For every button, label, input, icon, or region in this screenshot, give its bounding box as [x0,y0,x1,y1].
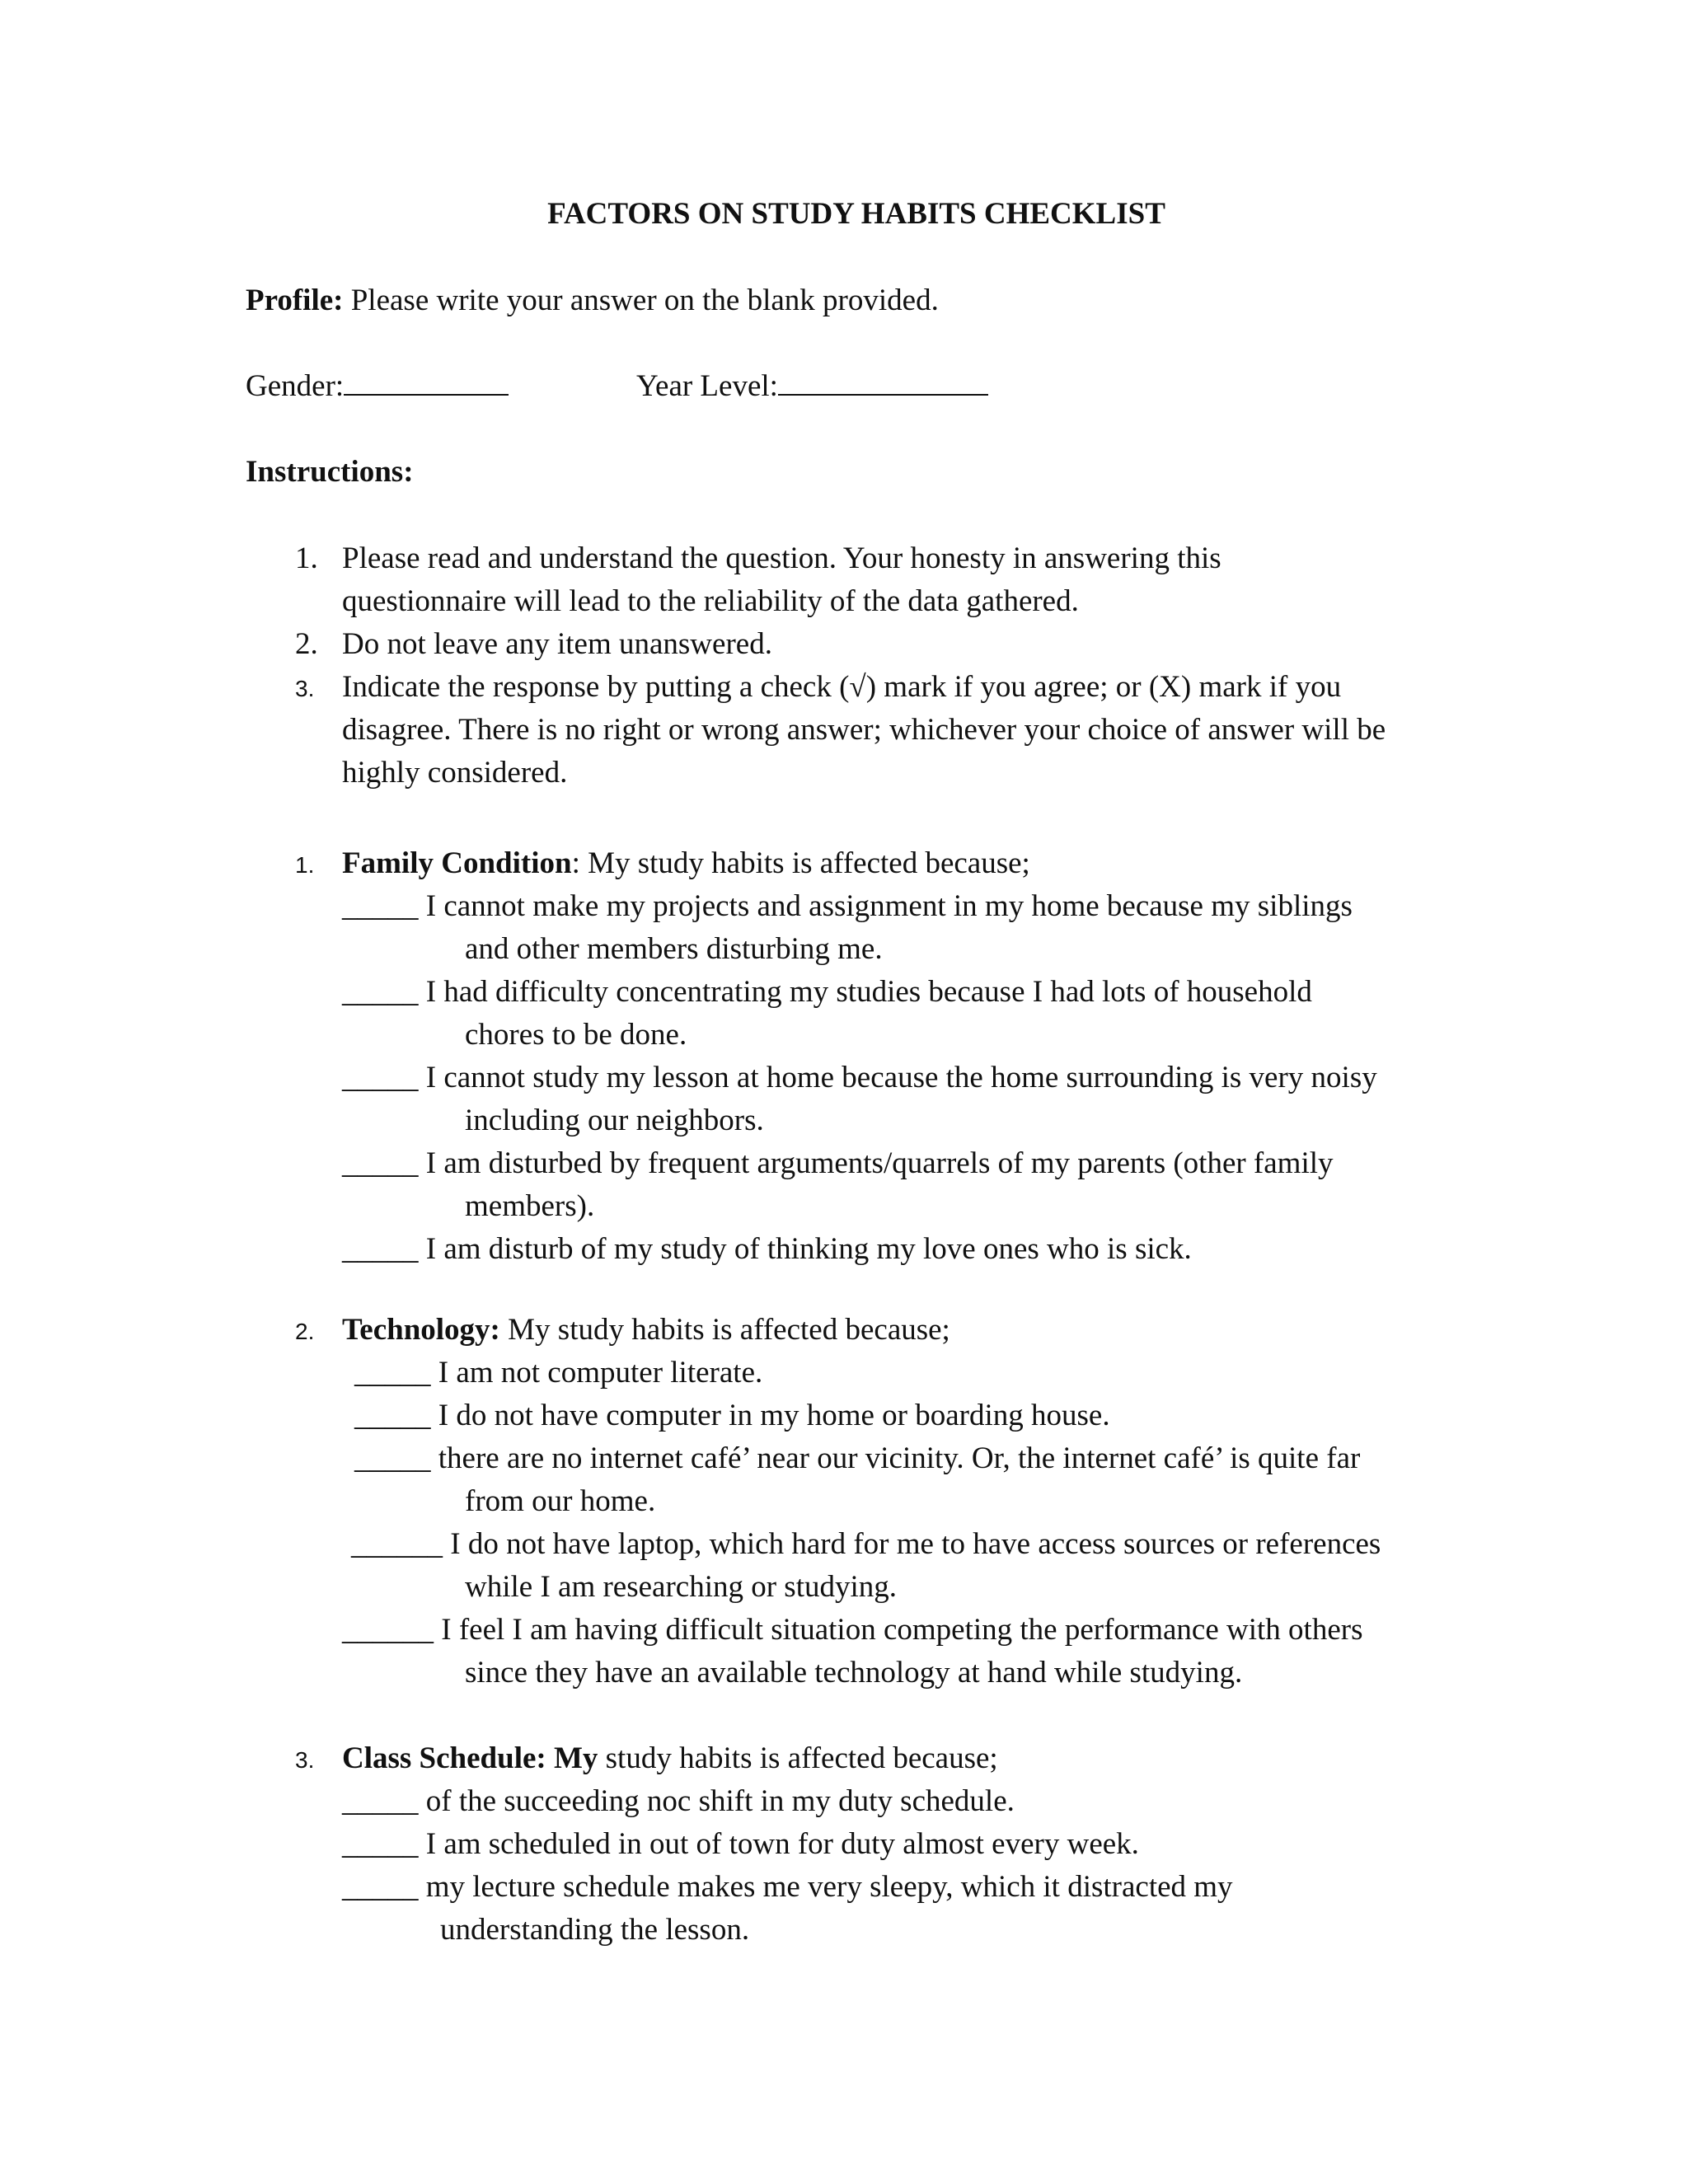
section-number: 2. [295,1319,315,1344]
item-text: I do not have laptop, which hard for me to have access sources or references [450,1527,1381,1561]
checklist-item[interactable] [342,888,1353,924]
answer-blank[interactable]: _____ [342,1061,419,1094]
section-heading-text: study habits is affected because; [598,1741,998,1775]
item-text: I cannot study my lesson at home because the home surrounding is very noisy [425,1061,1377,1094]
answer-blank[interactable]: _____ [342,1232,419,1266]
checklist-item[interactable] [342,1060,1377,1095]
section-heading-bold: Class Schedule: My [342,1741,598,1775]
item-text-continued: chores to be done. [465,1018,687,1052]
instruction-text: disagree. There is no right or wrong answer; whichever your choice of answer will be [342,713,1386,747]
gender-blank[interactable] [344,369,509,396]
item-text: I am disturb of my study of thinking my love ones who is sick. [425,1232,1192,1266]
instructions-heading: Instructions: [246,455,414,489]
item-text: of the succeeding noc shift in my duty schedule. [425,1784,1015,1818]
profile-label: Profile: [246,284,344,317]
checklist-item[interactable] [354,1398,1110,1433]
instruction-text: highly considered. [342,756,568,790]
answer-blank[interactable]: _____ [342,1146,419,1180]
checklist-item[interactable] [342,1826,1139,1862]
section-heading-text: My study habits is affected because; [499,1313,950,1347]
item-text: my lecture schedule makes me very sleepy, which it distracted my [425,1870,1233,1904]
gender-label: Gender: [246,369,345,403]
item-text-continued: including our neighbors. [465,1104,764,1137]
checklist-item[interactable] [342,974,1312,1010]
checklist-item[interactable] [354,1441,1360,1476]
page-title: FACTORS ON STUDY HABITS CHECKLIST [547,197,1165,231]
answer-blank[interactable]: _____ [342,975,419,1009]
checklist-item[interactable] [351,1526,1381,1562]
gender-field[interactable] [246,368,509,404]
checklist-item[interactable] [342,1612,1362,1647]
item-text: I am not computer literate. [438,1356,763,1390]
item-text-continued: understanding the lesson. [440,1913,750,1947]
section-heading-bold: Family Condition [342,846,572,880]
section-heading-family-condition [342,846,1030,881]
checklist-item[interactable] [342,1146,1334,1181]
instruction-text: Please read and understand the question. Your honesty in answering this [342,541,1221,575]
item-text: I do not have computer in my home or boarding house. [438,1399,1110,1432]
instruction-number: 2. [295,627,318,661]
instruction-number: 3. [295,676,315,701]
year-level-label: Year Level: [636,369,778,403]
answer-blank[interactable]: _____ [354,1356,431,1390]
section-heading-technology [342,1312,950,1347]
item-text-continued: since they have an available technology at hand while studying. [465,1656,1243,1690]
item-text: I feel I am having difficult situation competing the performance with others [441,1613,1363,1647]
section-heading-bold: Technology: [342,1313,500,1347]
checklist-item[interactable] [342,1869,1233,1905]
item-text: I am scheduled in out of town for duty almost every week. [425,1827,1139,1861]
answer-blank[interactable]: ______ [351,1527,443,1561]
profile-text: Please write your answer on the blank provided. [343,284,939,317]
section-number: 3. [295,1747,315,1773]
answer-blank[interactable]: _____ [342,1784,419,1818]
year-level-blank[interactable] [778,369,988,396]
answer-blank[interactable]: _____ [342,889,419,923]
year-level-field[interactable] [636,368,988,404]
item-text-continued: members). [465,1189,595,1223]
item-text-continued: from our home. [465,1484,656,1518]
item-text: I had difficulty concentrating my studies because I had lots of household [425,975,1312,1009]
item-text: I cannot make my projects and assignment in my home because my siblings [425,889,1353,923]
instruction-number: 1. [295,541,318,575]
instruction-text: Do not leave any item unanswered. [342,627,772,661]
checklist-item[interactable] [342,1231,1192,1267]
answer-blank[interactable]: _____ [354,1399,431,1432]
profile-line [246,283,939,318]
item-text: I am disturbed by frequent arguments/quarrels of my parents (other family [425,1146,1334,1180]
answer-blank[interactable]: ______ [342,1613,434,1647]
checklist-item[interactable] [342,1783,1015,1819]
item-text: there are no internet café’ near our vicinity. Or, the internet café’ is quite far [438,1441,1361,1475]
answer-blank[interactable]: _____ [354,1441,431,1475]
section-heading-text: : My study habits is affected because; [571,846,1030,880]
instruction-text: Indicate the response by putting a check (√) mark if you agree; or (X) mark if you [342,670,1342,704]
checklist-item[interactable] [354,1355,762,1390]
instruction-text: questionnaire will lead to the reliability of the data gathered. [342,584,1079,618]
section-heading-class-schedule [342,1741,998,1776]
section-number: 1. [295,852,315,878]
answer-blank[interactable]: _____ [342,1827,419,1861]
item-text-continued: while I am researching or studying. [465,1570,898,1604]
item-text-continued: and other members disturbing me. [465,932,883,966]
answer-blank[interactable]: _____ [342,1870,419,1904]
